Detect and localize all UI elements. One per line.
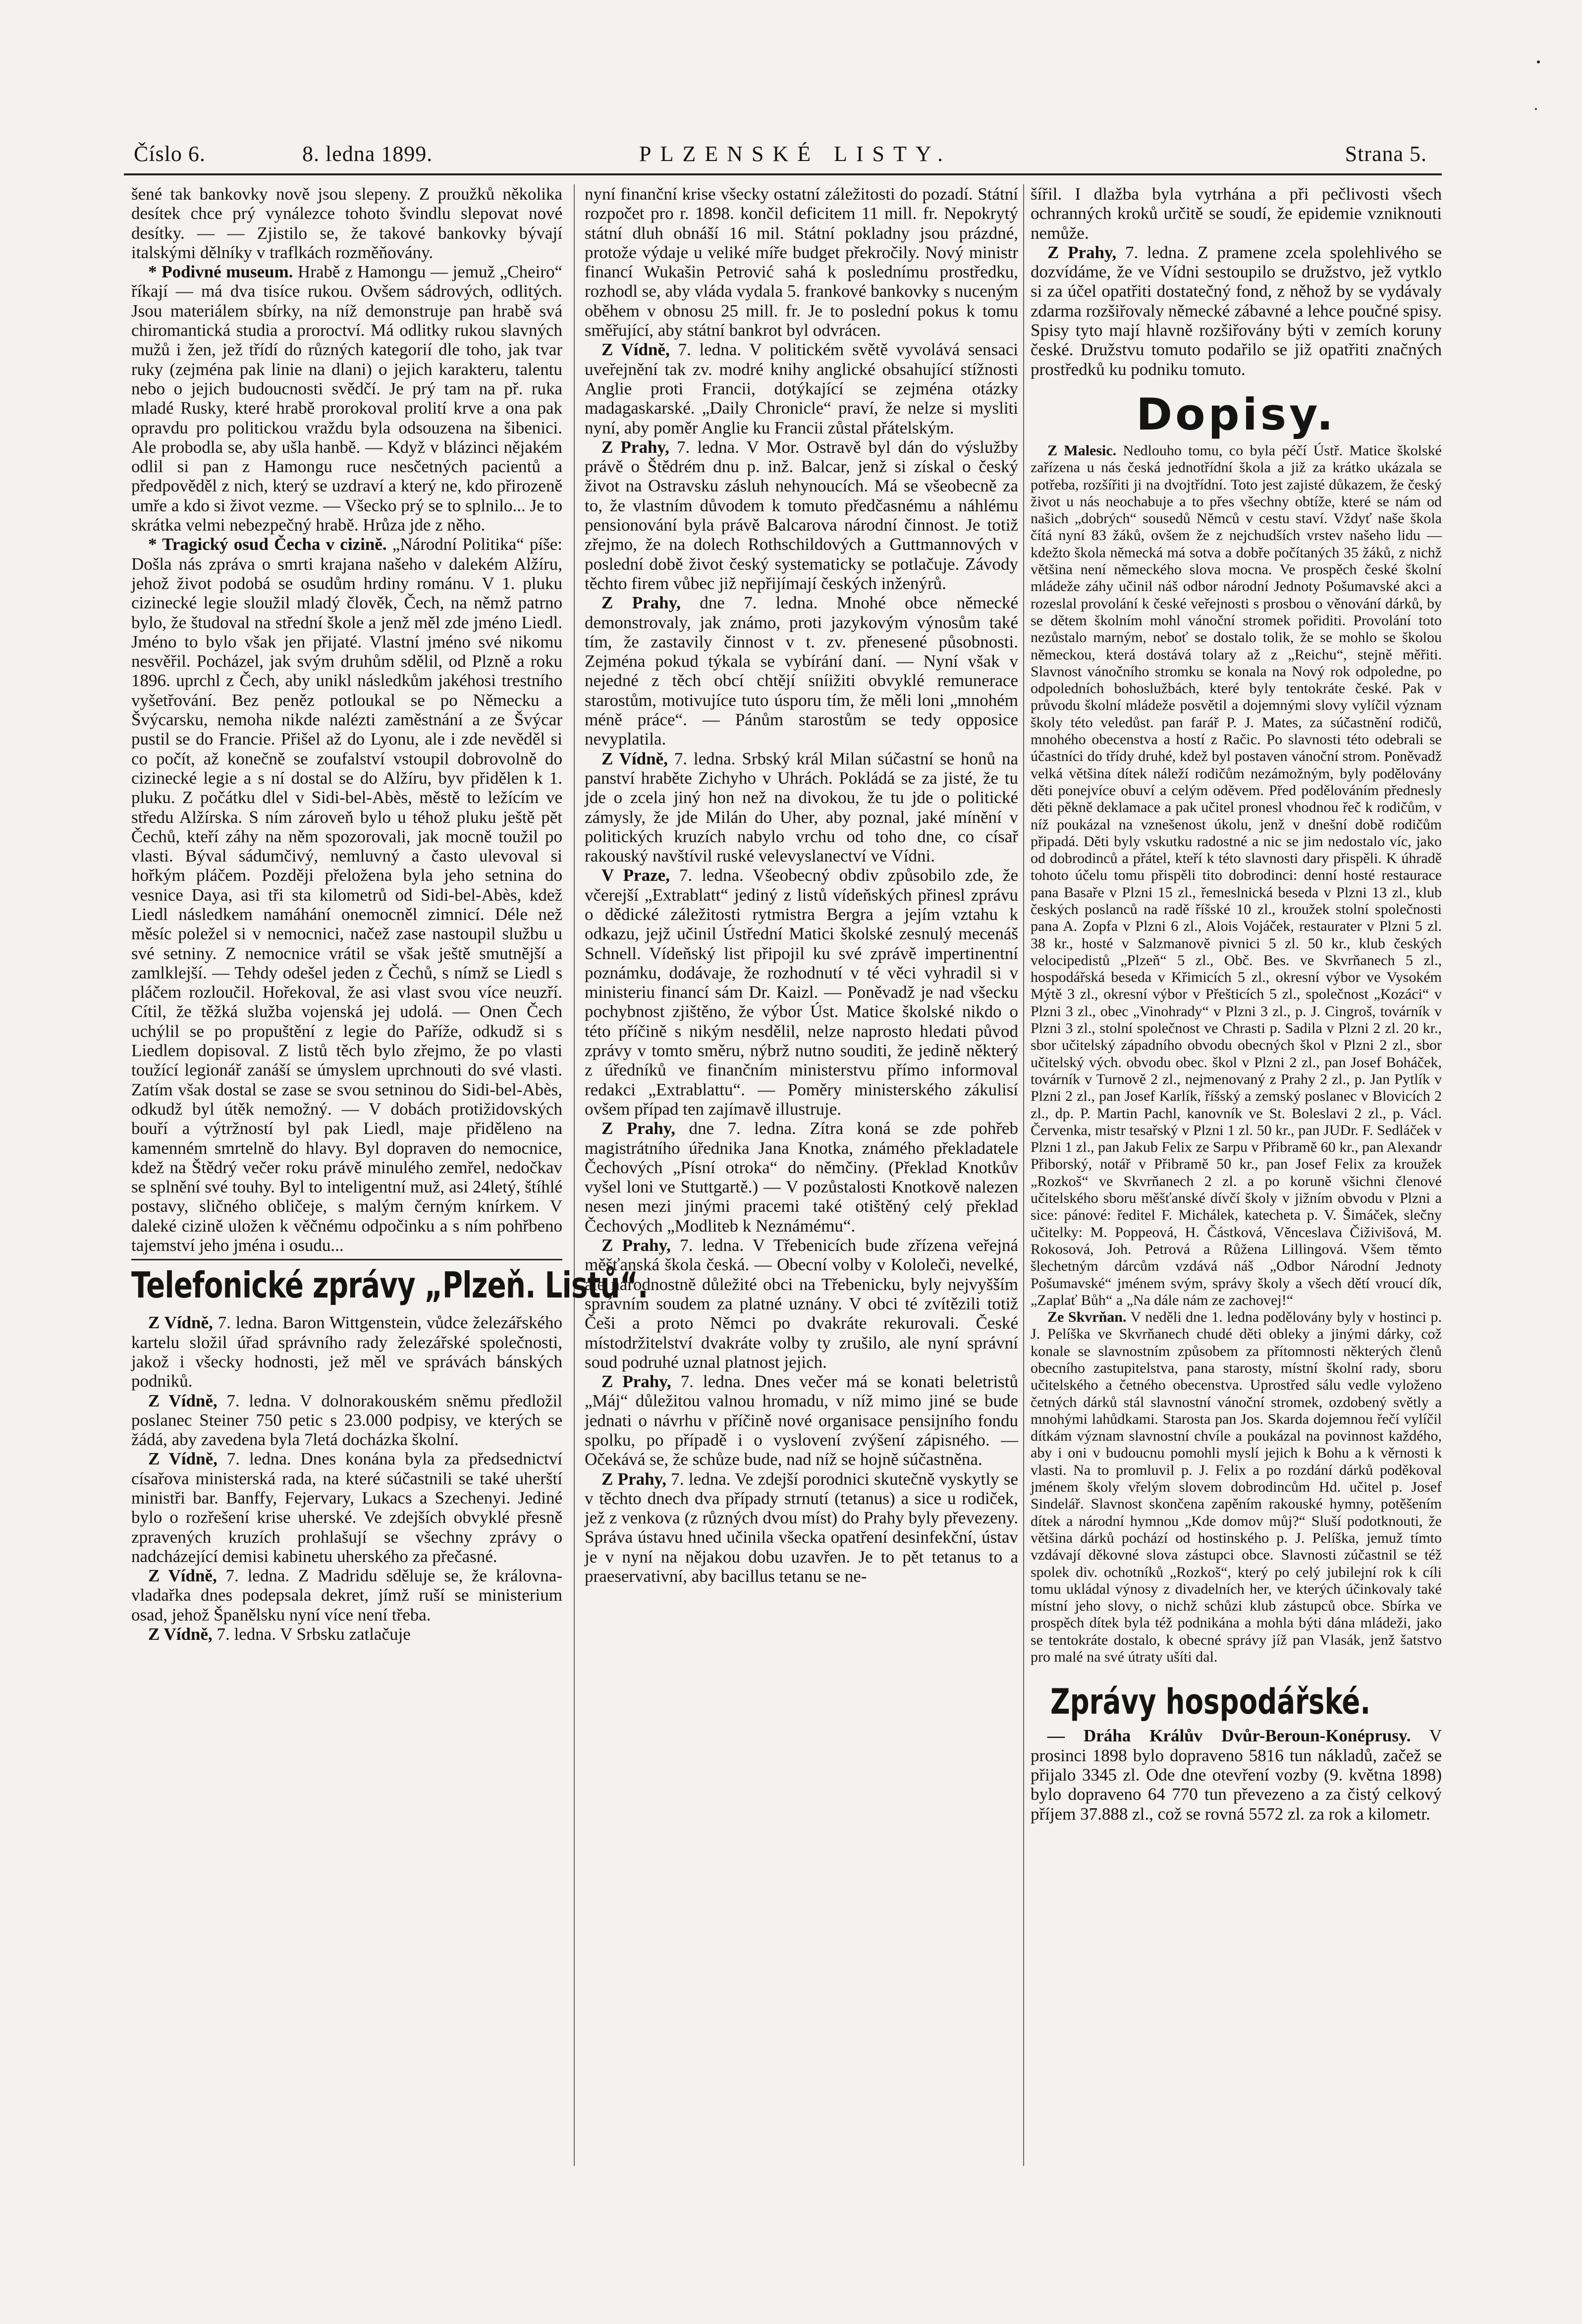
issue-number: Číslo 6.	[134, 142, 206, 166]
dateline: Z Prahy,	[601, 593, 681, 613]
news-body: 7. ledna. Baron Wittgenstein, vůdce železářského kartelu složil úřad správního rady železářské společnosti, jakož i všecky hodnosti, jež měl ve správách bánských podniků.	[131, 1313, 562, 1391]
dateline: — Dráha Králův Dvůr-Beroun-Konéprusy.	[1047, 1726, 1411, 1746]
page-number: Strana 5.	[1345, 142, 1427, 166]
article-body: „Národní Politika“ píše: Došla nás zpráva o smrti krajana našeho v dalekém Alžíru, jehož život podobá se osudům hrdiny románu. V 1. pluku cizinecké legie sloužil mladý člověk, Čech, na němž patrno bylo, že študoval na střední škole a jenž měl zde jméno Liedl. Jméno to bylo však jen přijaté. Vlastní jméno své nikomu nesvěřil. Pocházel, jak svým druhům sdělil, od Plzně a roku 1896. uprchl z Čech, aby unikl následkům jakéhosi trestního vyšetřování. Bez peněz potloukal se po Německu a Švýcarsku, nemoha nikde nalézti zaměstnání a ze Švýcar pustil se do Francie. Přišel až do Lyonu, ale i zde nevěděl si co počít, až konečně se zoufalství vstoupil dobrovolně do cizinecké legie a s ní dostal se do Alžíru, byv přidělen k 1. pluku. Z počátku dlel v Sidi-bel-Abès, městě to ležícím ve středu Alžírska. S ním zároveň bylo u téhož pluku ještě pět Čechů, kteří záhy na něm spozorovali, jak mocně toužil po vlasti. Býval sádumčivý, nemluvný a často ulevoval si hořkým pláčem. Později přeložena byla jeho setnina do vesnice Daya, asi tři sta kilometrů od Sidi-bel-Abès, kdež Liedl následkem namáhání onemocněl zimnicí. Déle než měsíc poležel si v nemocnici, načež zase nastoupil službu u své setniny. Z nemocnice vrátil se však ještě smutnější a zamlklejší. — Tehdy odešel jeden z Čechů, s nímž se Liedl s pláčem rozloučil. Hořekoval, že asi vlast svou více neuzří. Cítil, že těžká služba vojenská jej udolá. — Onen Čech uchýlil se po propuštění z legie do Paříže, odkudž si s Liedlem dopisoval. Z listů těch bylo zřejmo, že po vlasti toužící legionář zanáší se úmyslem uprchnouti do své vlasti. Zatím však dostal se zase se svou setninou do Sidi-bel-Abès, odkudž byl útěk nemožný. — V dobách protižidovských bouří a výtržností byl pak Liedl, maje přiděleno na kamenném smrtelně do hlavy. Byl dopraven do nemocnice, kdež na Štědrý večer roku právě minulého zemřel, nedočkav se splnění své touhy. Byl to inteligentní muž, asi 24letý, štíhlé postavy, sličného obličeje, s malým černým knírkem. V daleké cizině uložen k věčnému odpočinku a s ním pohřbeno tajemství jeho jména i osudu...	[131, 535, 562, 1255]
dateline: V Praze,	[601, 865, 670, 885]
news-item	[585, 593, 1018, 749]
page-header	[124, 141, 1432, 171]
column-rule	[1023, 184, 1024, 2166]
letter-body: V neděli dne 1. ledna podělovány byly v hostinci p. J. Pelíška ve Skvrňanech chudé děti obleky a jinými dárky, což konale se slavnostním způsobem za přítomnosti některých členů obecního zastupitelstva, pana starosty, místní školní rady, sboru učitelského a četného obecenstva. Uprostřed sálu vedle vyloženo četných dárků stál slavnostní vánoční stromek, ozdobený světly a mnohými lahůdkami. Starosta pan Jos. Skarda dojemnou řečí vylíčil dítkám význam slavnostní chvíle a poukázal na povinnost každého, aby i oni v budoucnu pomohli myslí jejich k Bohu a k věrnosti k vlasti. Na to promluvil p. J. Felix a po rozdání dárků poděkoval jménem školy vřelým slovem dobrodincům Hd. učitel p. Josef Sindelář. Slavnost skončena zapěním rakouské hymny, potěšením dítek a národní hymnou „Kde domov můj?“ Sluší podotknouti, že většina dárků pochází od hostinského p. J. Pelíška, jemuž tímto vzdávají děkovné slova zástupci obce. Slavnosti zúčastnil se též spolek div. ochotníků „Rozkoš“, který po celý jubilejní rok k cíli tomu ukládal výnosy z divadelních her, ve kterých účinkovaly také místní jeho slovy, o nichž schůzi klub zástupců obce. Sbírka ve prospěch dítek byla též podnikána a mohla býti dána mládeži, jako se tentokráte dostalo, k obecné správy jíž pan Vlasák, jenž šatstvo pro malé na své útraty ušíti dal.	[1031, 1309, 1442, 1666]
news-item	[585, 340, 1018, 437]
dateline: Z Vídně,	[601, 749, 668, 768]
dateline: Z Prahy,	[601, 437, 669, 457]
news-item	[585, 1469, 1018, 1586]
column-3	[1031, 184, 1442, 2196]
article-text: šené tak bankovky nově jsou slepeny. Z proužků několika desítek chce prý vynálezce tohoto švindlu slepovat nové desítky. — — Zjistilo se, že takové bankovky bývají italskými dělníky v traflkách rozměňovány.	[131, 184, 562, 262]
news-item	[1031, 243, 1442, 379]
news-item	[585, 1119, 1018, 1236]
news-body: 7. ledna. V politickém světě vyvolává sensaci uveřejnění tak zv. modré knihy anglické obsahující stížnosti Anglie proti Francii, dotýkající se zejména otázky madagaskarské. „Daily Chronicle“ praví, že nelze si mysliti nyní, aby poměr Anglie ku Francii zůstal přátelským.	[585, 340, 1018, 437]
news-body: 7. ledna. V Mor. Ostravě byl dán do výslužby právě o Štědrém dnu p. inž. Balcar, jenž si získal o český život na Ostravsku zásluh nehynoucích. Má se všeobecně za to, že vlastním důvodem k tomuto předčasnému a náhlému pensionování byla právě Balcarova národní činnost. Je totiž zřejmo, že na dolech Rothschildových a Guttmannových v poslední době život český systematicky se potlačuje. Závody těchto firem vůbec již nepřijímají českých inženýrů.	[585, 437, 1018, 593]
column-2	[585, 184, 1018, 2196]
section-heading-letters: Dopisy.	[1136, 388, 1336, 440]
article-heading: * Podivné museum.	[148, 262, 293, 282]
section-rule	[131, 1259, 562, 1260]
news-body: V prosinci 1898 bylo dopraveno 5816 tun nákladů, začež se přijalo 3345 zl. Ode dne otevření vozby (9. května 1898) bylo dopraveno 64 770 tun převezeno a za čistý celkový příjem 37.888 zl., což se rovná 5572 zl. za rok a kilometr.	[1031, 1726, 1442, 1824]
news-body: dne 7. ledna. Zítra koná se zde pohřeb magistrátního úřednika Jana Knotka, známého překladatele Čechových „Písní otroka“ do němčiny. (Překlad Knotkův vyšel loni ve Stuttgartě.) — V pozůstalosti Knotkově nalezen nesen mezi jinými pracemi také otištěný celý překlad Čechových „Modliteb k Neznámému“.	[585, 1119, 1019, 1236]
news-item	[131, 1624, 562, 1644]
news-body: 7. ledna. Všeobecný obdiv způsobilo zde, že včerejší „Extrablatt“ jediný z listů vídeňských přinesl zprávu o dědické záležitosti rytmistra Bergra a jejím vztahu k odkazu, jejž učinil Ústřední Matici školské zesnulý mecenáš Schnell. Vídeňský list připojil ku své zprávě impertinentní poznámku, dodávaje, že rozhodnutí v té věci vyhradil si v ministeriu financí sám Dr. Kaizl. — Poněvadž je nad všecku pochybnost zjištěno, že výbor Úst. Matice školské nikdo o této příčině s nikým nesdělil, nelze naprosto hledati původ zprávy v tomto směru, nýbrž nutno souditi, že jedině některý z úředníků ve finančním ministerstvu přímo informoval redakci „Extrablattu“. — Poměry ministerského zákulisí ovšem případ ten zajímavě illustruje.	[585, 865, 1018, 1119]
dateline: Z Vídně,	[148, 1313, 213, 1333]
news-item	[585, 865, 1018, 1119]
news-item	[131, 1313, 562, 1391]
dateline: Z Prahy,	[601, 1372, 671, 1392]
news-item	[585, 1236, 1018, 1372]
dateline: Z Malesic.	[1047, 442, 1117, 459]
speck	[1537, 60, 1540, 63]
dateline: Z Vídně,	[148, 1449, 218, 1469]
dateline: Z Vídně,	[601, 340, 670, 360]
news-body: 7. ledna. Dnes večer má se konati beletristů „Máj“ důležitou valnou hromadu, v níž mimo jiné se bude jednati o návrhu v příčině nové organisace pensijního fondu spolku, po případě i o vyslovení zvýšení zápisného. — Očekává se, že schůze bude, nad níž se hojně súčastněna.	[585, 1372, 1019, 1469]
news-body: 7. ledna. V Třebenicích bude zřízena veřejná měšťanská škola česká. — Obecní volby v Kololeči, nevelké, ale národnostně důležité obci na Třebenicku, byly nejvyšším správním soudem za platné uznány. V obci té zvítězili totiž Češi a proto Němci po dvakráte rekurovali. České místodržitelství dvakráte volby ty zrušilo, ale nyní správní soud podruhé uznal platnost jejich.	[585, 1236, 1018, 1372]
news-body: 7. ledna. V Srbsku zatlačuje	[212, 1624, 411, 1644]
dateline: Z Prahy,	[1047, 242, 1117, 262]
news-item	[585, 1372, 1018, 1469]
issue-date: 8. ledna 1899.	[302, 142, 433, 166]
dateline: Z Prahy,	[601, 1236, 671, 1255]
news-body: 7. ledna. Z Madridu sděluje se, že královna-vladařka dnes podepsala dekret, jímž ruší se ministerium osad, jehož Španělsku nyní více není třeba.	[131, 1566, 562, 1624]
article-tragic-fate	[131, 535, 562, 1255]
masthead-title: PLZENSKÉ LISTY.	[639, 142, 952, 166]
article-museum	[131, 262, 562, 535]
dateline: Z Prahy,	[601, 1469, 666, 1489]
news-body: 7. ledna. Dnes konána byla za předsednictví císařova ministerská rada, na které súčastnili se také uherští ministři bar. Banffy, Fejervary, Lukacs a Szechenyi. Jediné bylo o rozřešení krise uherské. Ve zdejších obvyklé přesně zpravených kruzích prohlašují se všechny zprávy o nadcházející demisi kabinetu uherského za přečasné.	[131, 1449, 562, 1566]
dateline: Z Vídně,	[148, 1624, 213, 1644]
letter-item	[1031, 442, 1442, 1309]
news-item	[131, 1391, 562, 1450]
section-heading-economy: Zprávy hospodářské.	[1050, 1681, 1371, 1723]
dateline: Z Vídně,	[148, 1566, 217, 1586]
section-heading-telephone: Telefonické zprávy „Plzeň. Listů“.	[131, 1264, 648, 1306]
header-rule	[124, 173, 1442, 175]
news-item	[585, 437, 1018, 593]
news-body: 7. ledna. Ve zdejší porodnici skutečně vyskytly se v těchto dnech dva případy strnutí (tetanus) a sice u rodiček, jež z venkova (z různých dvou míst) do Prahy byly převezeny. Správa ústavu hned učinila všecka opatření desinfekční, ústav je v nyní na nějakou dobu uzavřen. Je to pět tetanus to a praeservativní, aby bacillus tetanu se ne-	[585, 1469, 1018, 1586]
news-item	[131, 1449, 562, 1566]
news-body: 7. ledna. V dolnorakouském sněmu předložil poslanec Steiner 750 petic s 23.000 podpisy, ve kterých se žádá, aby zavedena byla 7letá docházka školní.	[131, 1391, 562, 1450]
column-rule	[574, 184, 575, 2166]
news-item	[585, 749, 1018, 866]
news-body: 7. ledna. Z pramene zcela spolehlivého se dozvídáme, že ve Vídni sestoupilo se družstvo, jež vytklo si za účel opatřiti dostatečný fond, z něhož by se vydávaly zdarma rozšiřovaly německé zábavné a lehce poučné spisy. Spisy tyto mají hlavně rozšiřovány býti v zemích koruny české. Družstvu tomuto podařilo se již opatřiti značných prostředků ku podniku tomuto.	[1031, 242, 1442, 379]
news-item	[1031, 1726, 1442, 1823]
dateline: Ze Skvrňan.	[1047, 1309, 1127, 1326]
dateline: Z Prahy,	[601, 1119, 676, 1138]
article-text: šířil. I dlažba byla vytrhána a při pečlivosti všech ochranných kroků určitě se soudí, že epidemie vzniknouti nemůže.	[1031, 184, 1442, 243]
letter-item	[1031, 1309, 1442, 1666]
news-body: 7. ledna. Srbský král Milan súčastní se honů na panství hraběte Zichyho v Uhrách. Pokládá se za jisté, že tu jde o zcela jiný hon než na divokou, že tu jde o politické zámysly, že jde Milán do Uher, aby poznal, jaké mínění v politických kruzích nabylo vrchu od toho dne, co císař rakouský navštívil ruské velevyslanectví ve Vídni.	[585, 749, 1018, 866]
article-heading: * Tragický osud Čecha v cizině.	[148, 535, 387, 554]
article-body: Hrabě z Hamongu — jemuž „Cheiro“ říkají — má dva tisíce rukou. Ovšem sádrových, odlitých. Jsou materiálem sbírky, na níž demonstruje pan hrabě svá chiromantická studia a proroctví. Má odlitky rukou slavných mužů i žen, jež třídí do různých kategorií dle toho, jak tvar ruky (zejména pak linie na dlani) o jejich karakteru, talentu nebo o jejich budoucnosti svědčí. Je prý tam na př. ruka mladé Rusky, které hrabě prorokoval prolití krve a ona pak opravdu pro politickou vraždu byla odsouzena na šibenici. Ale probodla se, aby ušla hanbě. — Když v blázinci nějakém odlil si pan z Hamongu ruce nesčetných pacientů a předpověděl z nich, který se uzdraví a který ne, kdo přirozeně umře a kdo si život vezme. — Všecko prý se to splnilo... Je to skrátka velmi nebezpečný hrabě. Hrůza jde z něho.	[131, 262, 562, 535]
news-body: dne 7. ledna. Mnohé obce německé demonstrovaly, jak známo, proti jazykovým výnosům také tím, že zastavily činnost v t. zv. přenesené působnosti. Zejména pokud týkala se vybírání daní. — Nyní však v nejedné z těch obcí chtějí sníižiti obvyklé remunerace starostům, motivujíce tuto úsporu tím, že měli loni „mnohém méně práce“. — Pánům starostům se tedy opposice nevyplatila.	[585, 593, 1018, 749]
news-item	[131, 1566, 562, 1624]
dateline: Z Vídně,	[148, 1391, 218, 1410]
letter-body: Nedlouho tomu, co byla péčí Ústř. Matice školské zařízena u nás česká jednotřídní škola a již za krátko ukázala se potřeba, rozšířiti ji na dvojtřídní. Toto jest zajisté důkazem, že český život u nás neochabuje a to přes všechny obtíže, které se nám od našich „dobrých“ sousedů Němců v cestu staví. Vždyť naše škola čítá nyní 83 žáků, ovšem že z nejchudších vrstev našeho lidu — kdežto škola německá má sotva a dobře počítaných 35 žáků, z nichž většina není německého slova mocna. Ve prospěch české školní mládeže záhy učinil náš odbor národní Jednoty Pošumavské akci a rozeslal provolání k české veřejnosti s prosbou o věnování dárků, by se dětem školním mohl vánoční stromek pořiditi. Provolání toto nezůstalo marným, neboť se dostalo tolik, že se mohlo se školou německou, která dostává tolary až z „Reichu“, stejně měřiti. Slavnost vánočního stromku se konala na Nový rok odpoledne, po odpoledních bohoslužbách, které byly tentokráte české. Pak v průvodu školní mládeže posvětil a dojemnými slovy vylíčil význam školy této veledůst. pan farář P. J. Mates, za súčastnění rodičů, mnohého obecenstva a hostí z Račic. Po slavnosti této odebrali se účastníci do třídy druhé, kdež byl postaven vánoční strom. Poněvadž velká většina dítek náleží rodičům nezámožným, byly podělovány děti ponejvíce obuví a celým oděvem. Před podělováním přednesly děti pěkně deklamace a pak učitel pronesl vhodnou řeč k rodičům, v níž poukázal na vznešenost úkolu, jenž v dnešní době rodičům připadá. Děti byly vskutku radostné a nic se jim nedostalo víc, jako od dobrodinců a přátel, kteří k této slavnosti dary přispěli. K úhradě tohoto účelu tomu přispěli tito dobrodinci: denní hosté restaurace pana Basaře v Plzni 15 zl., řemeslnická beseda v Plzni 13 zl., klub českých poslanců na radě říšské 10 zl., kroužek stolní společnosti pana A. Zopfa v Plzni 6 zl., Alois Vojáček, restaurater v Plzni 5 zl. 38 kr., hosté v Salzmanově pivnici 5 zl. 50 kr., klub českých velocipedistů „Plzeň“ 5 zl., Obč. Bes. ve Skvrňanech 5 zl., hospodářská beseda v Křimicích 5 zl., okresní výbor ve Vysokém Mýtě 3 zl., okresní výbor v Přešticích 5 zl., společnost „Kozáci“ v Plzni 3 zl., obec „Vinohrady“ v Plzni 3 zl., p. J. Cingroš, továrník v Plzni 3 zl., stolní společnost ve Chrasti p. Sadila v Plzni 2 zl. 20 kr., sbor učitelský západního obvodu obecných škol v Plzni 2 zl., sbor učitelský vých. obvodu obec. škol v Plzni 2 zl., pan Josef Boháček, továrník v Turnově 2 zl., nejmenovaný z Prahy 2 zl., p. Jan Pytlík v Plzni 2 zl., pan Josef Karlík, říšský a zemský poslanec v Blovicích 2 zl., dp. P. Martin Pachl, kanovník ve St. Boleslavi 2 zl., p. Václ. Červenka, mistr tesařský v Plzni 1 zl. 50 kr., pan JUDr. F. Sedláček v Plzni 1 zl., pan Jakub Felix ze Sarpu v Přibramě 60 kr., pan Alexandr Přiborský, notář v Přibramě 50 kr., pan Josef Felix za kroužek „Rozkoš“ ve Skvrňanech 2 zl. a po koruně všichni členové učitelského sboru měšťanské dívčí školy v jižním obvodu v Plzni a sice: pánové: ředitel F. Michálek, katecheta p. V. Šimáček, slečny učitelky: M. Poppeová, H. Částková, Věnceslava Čiživišová, M. Rokosová, Joh. Petrová a Růžena Lillingová. Všem těmto šlechetným dárcům vzdává náš „Odbor Národní Jednoty Pošumavské“ jménem svým, správy školy a všech dětí vroucí dík, „Zaplať Bůh“ a „Na dále nám ze zachovej!“	[1031, 442, 1442, 1308]
speck	[1535, 108, 1537, 110]
article-text: nyní finanční krise všecky ostatní záležitosti do pozadí. Státní rozpočet pro r. 1898. končil deficitem 11 mill. fr. Nepokrytý státní dluh obnáší 16 mil. Státní pokladny jsou prázdné, protože výdaje u veliké míře budget překročily. Nový ministr financí Wukašin Petrović sahá k poslednímu prostředku, rozhodl se, aby vláda vydala 5. frankové bankovky s nuceným oběhem v obnosu 25 mill. fr. Je to poslední pokus k tomu směřující, aby státní bankrot byl odvrácen.	[585, 184, 1018, 340]
